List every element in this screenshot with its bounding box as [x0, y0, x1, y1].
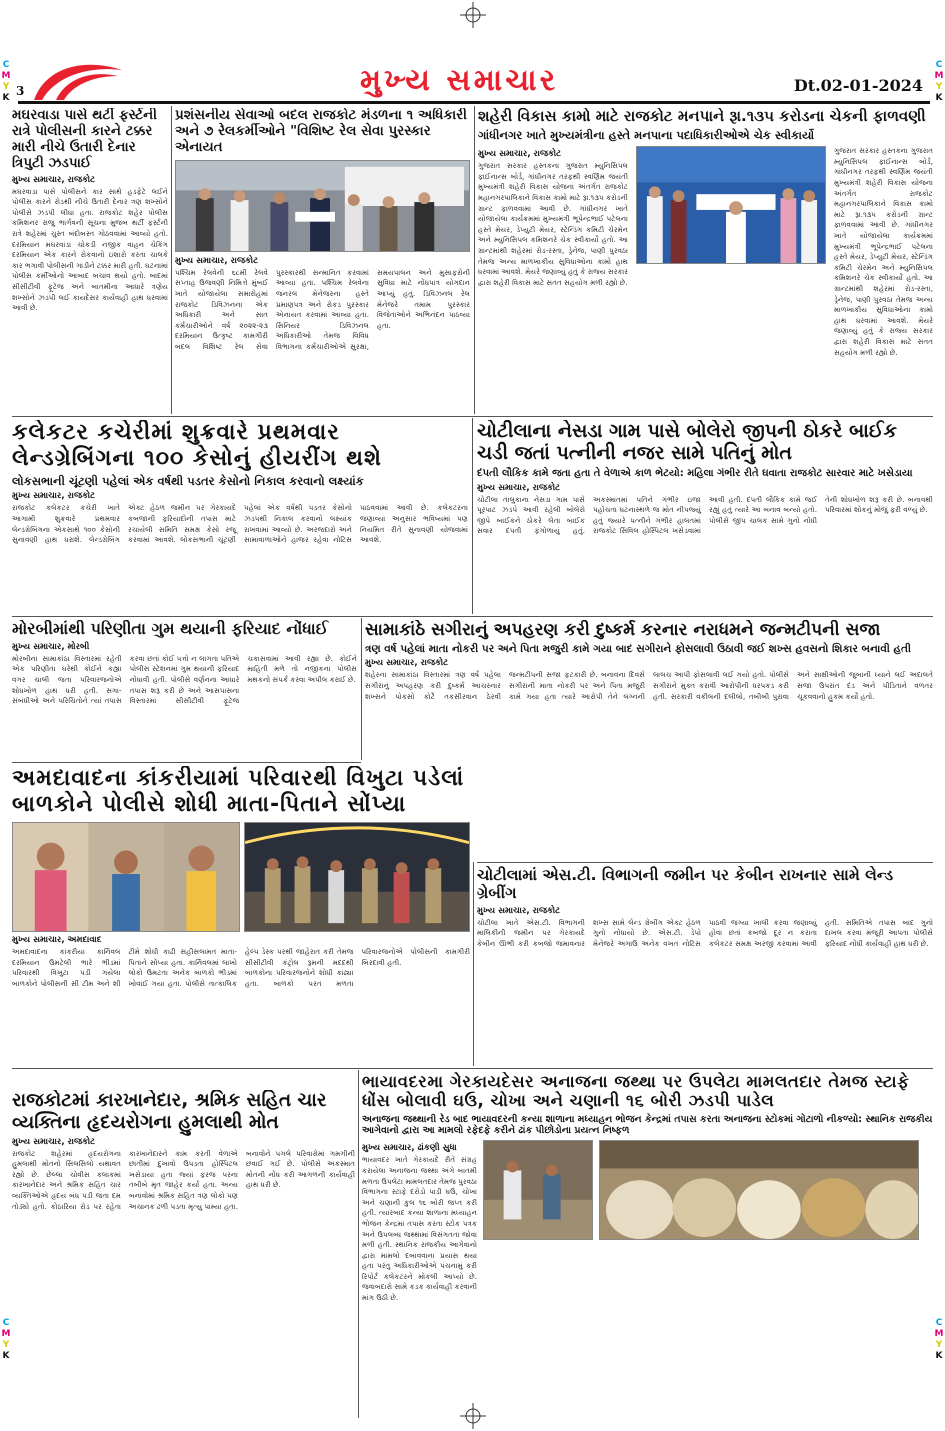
subheadline: ગાંધીનગર ખાતે મુખ્યમંત્રીના હસ્તે મનપાના પદાધિકારીઓએ ચેક સ્વીકાર્યો — [478, 127, 815, 142]
row-rule — [477, 862, 933, 863]
article-chotila-accident — [477, 420, 933, 614]
headline: ચોટીલામાં એસ.ટી. વિભાગની જમીન પર કેબીન રાખનાર સામે લેન્ડ ગ્રેબીંગ — [477, 866, 894, 903]
byline: મુખ્ય સમાચાર, રાજકોટ — [12, 174, 96, 185]
byline: મુખ્ય સમાચાર, મોરબી — [12, 641, 90, 652]
headline: સામાકાંઠે સગીરાનું અપહરણ કરી દુષ્કર્મ કરનાર નરાધમને જન્મટીપની સજા — [365, 620, 881, 640]
article-body: પશ્ચિમ રેલવેની ૬૮મી રેલવે સપ્તાહ ઉજવણી નિમિત્તે મુંબઈ ખાતે યોજાયેલા સમારોહમાં રાજકોટ ડિવિઝનના એક અધિકારી અને સાત કર્મચારીઓને વર્ષ ૨૦૨૨-૨૩ દરમિયાન ઉત્કૃષ્ટ કામગીરી બદલ વિશિષ્ટ રેલ સેવા પુરસ્કારથી સન્માનિત કરવામાં આવ્યા હતા. પશ્ચિમ રેલવેના જનરલ મેનેજરના હસ્તે પ્રમાણપત્ર અને રોકડ પુરસ્કાર એનાયત કરવામાં આવ્યા હતા. સિનિયર ડિવિઝનલ અધિકારીઓ તેમજ વિવિધ વિભાગના કર્મચારીઓએ સુરક્ષા, સમયપાલન અને મુસાફરોની સુવિધા માટે નોંધપાત્ર યોગદાન આપ્યું હતું. ડિવિઝનલ રેલ મેનેજરે તમામ પુરસ્કાર વિજેતાઓને અભિનંદન પાઠવ્યા હતા. — [175, 267, 470, 351]
article-body: મઘરવાડા પાસે પોલીસને કાર સાથે હડફેટે લઈને પોલીસ કારને રોડથી નીચે ઉતારી દેનાર ત્રણ શખ્સોને પોલીસે ઝડપી લીધા હતા. રાજકોટ શહેર પોલીસ કમિશનર રાજુ ભાર્ગવની સૂચના મુજબ થર્ટી ફર્સ્ટની રાત્રે શહેરમાં ચુસ્ત બંદોબસ્ત ગોઠવવામાં આવ્યો હતો. દરમિયાન મઘરવાડા ચોકડી નજીક વાહન ચેકિંગ દરમિયાન એક કારને રોકવાનો ઇશારો કરતા ચાલકે કાર ભગાવી પોલીસની ગાડીને ટક્કર મારી હતી. ઘટનામાં પોલીસ કર્મીઓનો આબાદ બચાવ થયો હતો. બાદમાં સીસીટીવી ફૂટેજ અને બાતમીના આધારે ત્રણેય શખ્સોને ઝડપી લઈ કાયદેસર કાર્યવાહી હાથ ધરવામાં આવી છે. — [12, 186, 168, 313]
column-rule — [361, 618, 362, 760]
byline: મુખ્ય સમાચાર, રાજકોટ — [12, 1136, 96, 1147]
byline: મુખ્ય સમાચાર, અમદાવાદ — [12, 934, 102, 945]
article-rail-award — [175, 108, 470, 414]
row-rule — [12, 1068, 933, 1069]
cmyk-marks-left-bottom: C M Y K — [1, 1318, 11, 1361]
article-madharvada-police — [12, 108, 168, 414]
article-rmc-grant — [478, 108, 933, 414]
newspaper-logo-swoosh-icon — [26, 60, 126, 104]
article-land-grabbing-hearing — [12, 420, 468, 614]
article-morbi-missing — [12, 620, 357, 760]
article-body: ભાયાવદર ખાતે ગેરકાયદે રીતે સંગ્રહ કરાયેલા અનાજના જથ્થા અંગે બાતમી મળતા ઉપલેટા મામલતદાર તેમજ પુરવઠા વિભાગના સ્ટાફે દરોડો પાડી ઘઉં, ચોખા અને ચણાની કુલ ૧૬ બોરી જપ્ત કરી હતી. ત્યારબાદ કન્યા શાળાના મધ્યાહન ભોજન કેન્દ્રમાં તપાસ કરતા સ્ટોક પત્રક અને ઉપલબ્ધ જથ્થામાં વિસંગતતા જોવા મળી હતી. સ્થાનિક રાજકીય આગેવાનો દ્વારા મામલો દબાવવાના પ્રયાસ થયા હતા પરંતુ અધિકારીઓએ પંચનામું કરી રિપોર્ટ કલેકટરને મોકલી આપ્યો છે. જવાબદારો સામે કડક કાર્યવાહી કરવાની માંગ ઉઠી છે. — [362, 1155, 477, 1303]
column-rule — [358, 1070, 359, 1418]
subheadline: દંપતી લૌકિક કામે જતા હતા તે વેળાએ કાળ ભેટયો: મહિલા ગંભીર રીતે ઘવાતા રાજકોટ સારવાર માટે ખસેડાયા — [477, 467, 913, 479]
article-body: રાજકોટ શહેરમાં હૃદયરોગના હુમલાથી મોતનો સિલસિલો યથાવત રહ્યો છે. છેલ્લા ચોવીસ કલાકમાં કારખાનેદાર અને શ્રમિક સહિત ચાર વ્યક્તિઓએ હૃદય બંધ પડી જતા દમ તોડ્યો હતો. કોઠારિયા રોડ પર રહેતા કારખાનેદારને કામ કરતી વેળાએ છાતીમાં દુખાવો ઉપડતા હોસ્પિટલ ખસેડાયા હતા જ્યાં ફરજ પરના તબીબે મૃત જાહેર કર્યા હતા. અન્ય બનાવોમાં શ્રમિક સહિત ત્રણ લોકો પણ અચાનક ઢળી પડતા મૃત્યુ પામ્યા હતા. બનાવોને પગલે પરિવારોમાં ગમગીની છવાઈ ગઈ છે. પોલીસે અકસ્માત મોતની નોંધ કરી આગળની કાર્યવાહી હાથ ધરી છે. — [12, 1148, 355, 1211]
headline: મોરબીમાંથી પરિણીતા ગુમ થયાની ફરિયાદ નોંધાઈ — [12, 620, 329, 638]
grain-sacks-photo — [599, 1140, 919, 1240]
cmyk-marks-left: C M Y K — [1, 60, 11, 103]
headline: અમદાવાદના કાંકરીયામાં પરિવારથી વિખુટા પડેલાં બાળકોને પોલીસે શોધી માતા-પિતાને સોંપ્યા — [12, 766, 465, 817]
award-ceremony-photo — [175, 160, 470, 252]
cheque-handover-photo — [636, 146, 826, 264]
byline: મુખ્ય સમાચાર, રાજકોટ — [477, 905, 561, 916]
article-body: ચોટીલા તાલુકાના નેસડા ગામ પાસે પૂરપાટ ઝડપે આવી રહેલી બોલેરો જીપે બાઈકને ઠોકરે લેતા બાઈક સવાર દંપતી ફંગોળાયું હતું. અકસ્માતમાં પતિને ગંભીર ઇજા પહોંચતા ઘટનાસ્થળે જ મોત નીપજ્યું હતું જ્યારે પત્નીને ગંભીર હાલતમાં રાજકોટ સિવિલ હોસ્પિટલ ખસેડવામાં આવી હતી. દંપતી લૌકિક કામે જઈ રહ્યું હતું ત્યારે આ બનાવ બન્યો હતો. પોલીસે જીપ ચાલક સામે ગુનો નોંધી તેની શોધખોળ શરૂ કરી છે. બનાવથી પરિવારમાં શોકનું મોજું ફરી વળ્યું છે. — [477, 494, 933, 536]
headline: ભાયાવદરમા ગેરકાયદેસર અનાજના જથ્થા પર ઉપલેટા મામલતદાર તેમજ સ્ટાફે ધોંસ બોલાવી ઘઉ, ચોખા અને ચણાની ૧૬ બોરી ઝડપી પાડેલ — [362, 1072, 910, 1111]
headline: ચોટીલાના નેસડા ગામ પાસે બોલેરો જીપની ઠોકરે બાઈક ચડી જતાં પત્નીની નજર સામે પતિનું મોત — [477, 420, 897, 465]
headline: કલેકટર કચેરીમાં શુક્રવારે પ્રથમવાર લેન્ડગ્રેબિંગના ૧૦૦ કેસોનું હીયરીંગ થશે — [12, 420, 382, 471]
headline: શહેરી વિકાસ કામો માટે રાજકોટ મનપાને રૂા.૧૩૫ કરોડના ચેકની ફાળવણી — [478, 108, 926, 125]
article-body-continued: ગુજરાત સરકાર હસ્તકના ગુજરાત મ્યુનિસિપલ ફાઈનાન્સ બોર્ડ, ગાંધીનગર તરફથી સ્વર્ણિમ જયંતી મુખ્યમંત્રી શહેરી વિકાસ યોજના અંતર્ગત રાજકોટ મહાનગરપાલિકાને વિકાસ કામો માટે રૂા.૧૩૫ કરોડની ગ્રાન્ટ ફાળવવામાં આવી છે. ગાંધીનગર ખાતે યોજાયેલા કાર્યક્રમમાં મુખ્યમંત્રી ભૂપેન્દ્રભાઈ પટેલના હસ્તે મેયર, ડેપ્યુટી મેયર, સ્ટેન્ડિંગ કમિટી ચેરમેન અને મ્યુનિસિપલ કમિશનરે ચેક સ્વીકાર્યો હતો. આ ગ્રાન્ટમાંથી શહેરમાં રોડ-રસ્તા, ડ્રેનેજ, પાણી પુરવઠા તેમજ અન્ય માળખાકીય સુવિધાઓના કામો હાથ ધરવામાં આવશે. મેયરે જણાવ્યું હતું કે રાજ્ય સરકાર દ્વારા શહેરી વિકાસ માટે સતત સહયોગ મળી રહ્યો છે. — [834, 146, 933, 357]
children-photo — [12, 822, 240, 932]
column-rule — [473, 862, 474, 1066]
cmyk-marks-right: C M Y K — [934, 60, 944, 103]
byline: મુખ્ય સમાચાર, રાજકોટ — [365, 658, 449, 669]
registration-mark-top — [460, 2, 486, 28]
article-body: ચોટીલા ખાતે એસ.ટી. વિભાગની માલિકીની જમીન પર ગેરકાયદે કેબીન ઊભી કરી કબજો જમાવનાર શખ્સ સામે લેન્ડ ગ્રેબીંગ એક્ટ હેઠળ ગુનો નોંધાયો છે. એસ.ટી. ડેપો મેનેજરે અગાઉ અનેક વખત નોટિસ પાઠવી જગ્યા ખાલી કરવા જણાવ્યું હોવા છતાં કબજો દૂર ન કરાતા કલેકટર સમક્ષ અરજી કરવામાં આવી હતી. સમિતિએ તપાસ બાદ ગુનો દાખલ કરવા મંજૂરી આપતા પોલીસે ફરિયાદ નોંધી કાર્યવાહી હાથ ધરી છે. — [477, 917, 933, 948]
article-body: ગુજરાત સરકાર હસ્તકના ગુજરાત મ્યુનિસિપલ ફાઈનાન્સ બોર્ડ, ગાંધીનગર તરફથી સ્વર્ણિમ જયંતી મુખ્યમંત્રી શહેરી વિકાસ યોજના અંતર્ગત રાજકોટ મહાનગરપાલિકાને વિકાસ કામો માટે રૂા.૧૩૫ કરોડની ગ્રાન્ટ ફાળવવામાં આવી છે. ગાંધીનગર ખાતે યોજાયેલા કાર્યક્રમમાં મુખ્યમંત્રી ભૂપેન્દ્રભાઈ પટેલના હસ્તે મેયર, ડેપ્યુટી મેયર, સ્ટેન્ડિંગ કમિટી ચેરમેન અને મ્યુનિસિપલ કમિશનરે ચેક સ્વીકાર્યો હતો. આ ગ્રાન્ટમાંથી શહેરમાં રોડ-રસ્તા, ડ્રેનેજ, પાણી પુરવઠા તેમજ અન્ય માળખાકીય સુવિધાઓના કામો હાથ ધરવામાં આવશે. મેયરે જણાવ્યું હતું કે રાજ્ય સરકાર દ્વારા શહેરી વિકાસ માટે સતત સહયોગ મળી રહ્યો છે. — [478, 161, 628, 287]
header-rule — [18, 101, 930, 104]
column-rule — [474, 106, 475, 414]
byline: મુખ્ય સમાચાર, રાજકોટ — [478, 149, 562, 160]
article-bhayavadar-grain — [362, 1072, 933, 1418]
article-st-land-grabbing — [477, 866, 933, 1066]
row-rule — [12, 762, 361, 763]
row-rule — [12, 616, 933, 617]
grain-raid-photo-1 — [483, 1140, 593, 1240]
page-number: 3 — [16, 84, 25, 98]
article-body: મોરબીના સામાકાંઠા વિસ્તારમાં રહેતી એક પરિણીતા ઘરેથી કોઈને કહ્યા વગર ચાલી જતા પરિવારજનોએ શોધખોળ હાથ ધરી હતી. સગા-સંબંધીઓ અને પરિચિતોને ત્યાં તપાસ કરવા છતાં કોઈ પત્તો ન લાગતા પતિએ પોલીસ સ્ટેશનમાં ગુમ થયાની ફરિયાદ નોંધાવી હતી. પોલીસે વર્ણનના આધારે તપાસ શરૂ કરી છે અને આસપાસના વિસ્તારમાં સીસીટીવી ફૂટેજ ચકાસવામાં આવી રહ્યા છે. કોઈને માહિતી મળે તો નજીકના પોલીસ મથકનો સંપર્ક કરવા અપીલ કરાઈ છે. — [12, 653, 357, 706]
subheadline: ત્રણ વર્ષ પહેલાં માતા નોકરી પર અને પિતા મજુરી કામે ગયા બાદ સગીરાને ફોસલાવી ઉઠાવી જઈ શખ્સ હવસનો શિકાર બનાવી હતી — [365, 643, 911, 656]
byline: મુખ્ય સમાચાર, રાજકોટ — [12, 491, 96, 502]
issue-date: Dt.02-01-2024 — [793, 76, 923, 95]
column-rule — [472, 418, 473, 614]
headline: મઘરવાડા પાસે થર્ટી ફર્સ્ટની રાત્રે પોલીસની કારને ટક્કર મારી નીચે ઉતારી દેનાર ત્રિપુટી ઝડપાઈ — [12, 108, 158, 171]
row-rule — [12, 416, 933, 417]
article-kankaria-children — [12, 766, 470, 1066]
subheadline: લોકસભાની ચૂંટણી પહેલાં એક વર્ષથી પડતર કેસોનો નિકાલ કરવાનો લક્ષ્યાંક — [12, 473, 364, 488]
cmyk-marks-right-bottom: C M Y K — [934, 1318, 944, 1361]
byline: મુખ્ય સમાચાર, ઢાંકણી સુધા — [362, 1143, 457, 1154]
byline: મુખ્ય સમાચાર, રાજકોટ — [175, 255, 259, 266]
column-rule — [171, 106, 172, 414]
article-body: રાજકોટ કલેકટર કચેરી ખાતે આગામી શુક્રવારે પ્રથમવાર લેન્ડગ્રેબિંગના એકસાથે ૧૦૦ કેસોની સુનાવણી હાથ ધરાશે. લેન્ડગ્રેબિંગ એક્ટ હેઠળ જમીન પર ગેરકાયદે કબજાની ફરિયાદોની તપાસ માટે રચાયેલી સમિતિ સમક્ષ કેસો રજૂ કરવામાં આવશે. લોકસભાની ચૂંટણી પહેલાં એક વર્ષથી પડતર કેસોનો ઝડપથી નિકાલ કરવાનો લક્ષ્યાંક રાખવામાં આવ્યો છે. અરજદારો અને સામાવાળાઓને હાજર રહેવા નોટિસ પાઠવવામાં આવી છે. કલેકટરના જણાવ્યા અનુસાર ભવિષ્યમાં પણ નિયમિત રીતે સુનાવણી યોજવામાં આવશે. — [12, 503, 468, 545]
headline: પ્રશંસનીય સેવાઓ બદલ રાજકોટ મંડળના ૧ અધિકારી અને ૭ રેલકર્મીઓને "વિશિષ્ટ રેલ સેવા પુરસ્કાર એનાયત — [175, 108, 468, 155]
subheadline: અનાજના જથ્થાની રેડ બાદ ભાયાવદરની કન્યા શાળાના મધ્યાહન ભોજન કેન્દ્રમાં તપાસ કરતા અનાજના સ્ટોકમાં ગોટાળો નીકળ્યો: સ્થાનિક રાજકીય આગેવાનો દ્વારા આ મામલો રફેદફે કરીને ઢાંક પીછોડોના પ્રયત્ન નિષ્ફળ — [362, 1113, 933, 1137]
headline: રાજકોટમાં કારખાનેદાર, શ્રમિક સહિત ચાર વ્યક્તિના હૃદયરોગના હુમલાથી મોત — [12, 1090, 327, 1133]
section-title: મુખ્ય સમાચાર — [360, 63, 559, 98]
article-body: શહેરના સામાકાંઠા વિસ્તારમાં ત્રણ વર્ષ પહેલા સગીરાનું અપહરણ કરી દુષ્કર્મ આચરનાર શખ્સને પોકસો કોર્ટે તકસીરવાન ઠેરવી જન્મટીપની સજા ફટકારી છે. બનાવના દિવસે સગીરાની માતા નોકરી પર અને પિતા મજુરી કામે ગયા હતા ત્યારે આરોપી તેને લગ્નની લાલચ આપી ફોસલાવી લઈ ગયો હતો. પોલીસે સગીરાને મુક્ત કરાવી આરોપીની ધરપકડ કરી હતી. સરકારી વકીલની દલીલો, તબીબી પુરાવા અને સાક્ષીઓની જુબાની ધ્યાને લઈ અદાલતે સજા ઉપરાંત દંડ અને પીડિતાને વળતર ચૂકવવાનો હુકમ કર્યો હતો. — [365, 670, 933, 701]
article-heart-attack-deaths — [12, 1090, 355, 1418]
article-body: અમદાવાદના કાંકરીયા કાર્નિવલ દરમિયાન ઉમટેલી ભારે ભીડમાં પરિવારથી વિખુટા પડી ગયેલા બાળકોને પોલીસની સી ટીમ અને શી ટીમે શોધી કાઢી સહીસલામત માતા-પિતાને સોંપ્યા હતા. કાર્નિવલમાં લાખો લોકો ઉમટતા અનેક બાળકો ભીડમાં ખોવાઈ ગયા હતા. પોલીસે તાત્કાલિક હેલ્પ ડેસ્ક પરથી જાહેરાત કરી તેમજ સીસીટીવી કંટ્રોલ રૂમની મદદથી બાળકોના પરિવારજનોને શોધી કાઢ્યા હતા. બાળકો પરત મળતા પરિવારજનોએ પોલીસની કામગીરી બિરદાવી હતી. — [12, 946, 470, 988]
byline: મુખ્ય સમાચાર, રાજકોટ — [477, 482, 561, 493]
police-team-photo — [244, 822, 470, 932]
